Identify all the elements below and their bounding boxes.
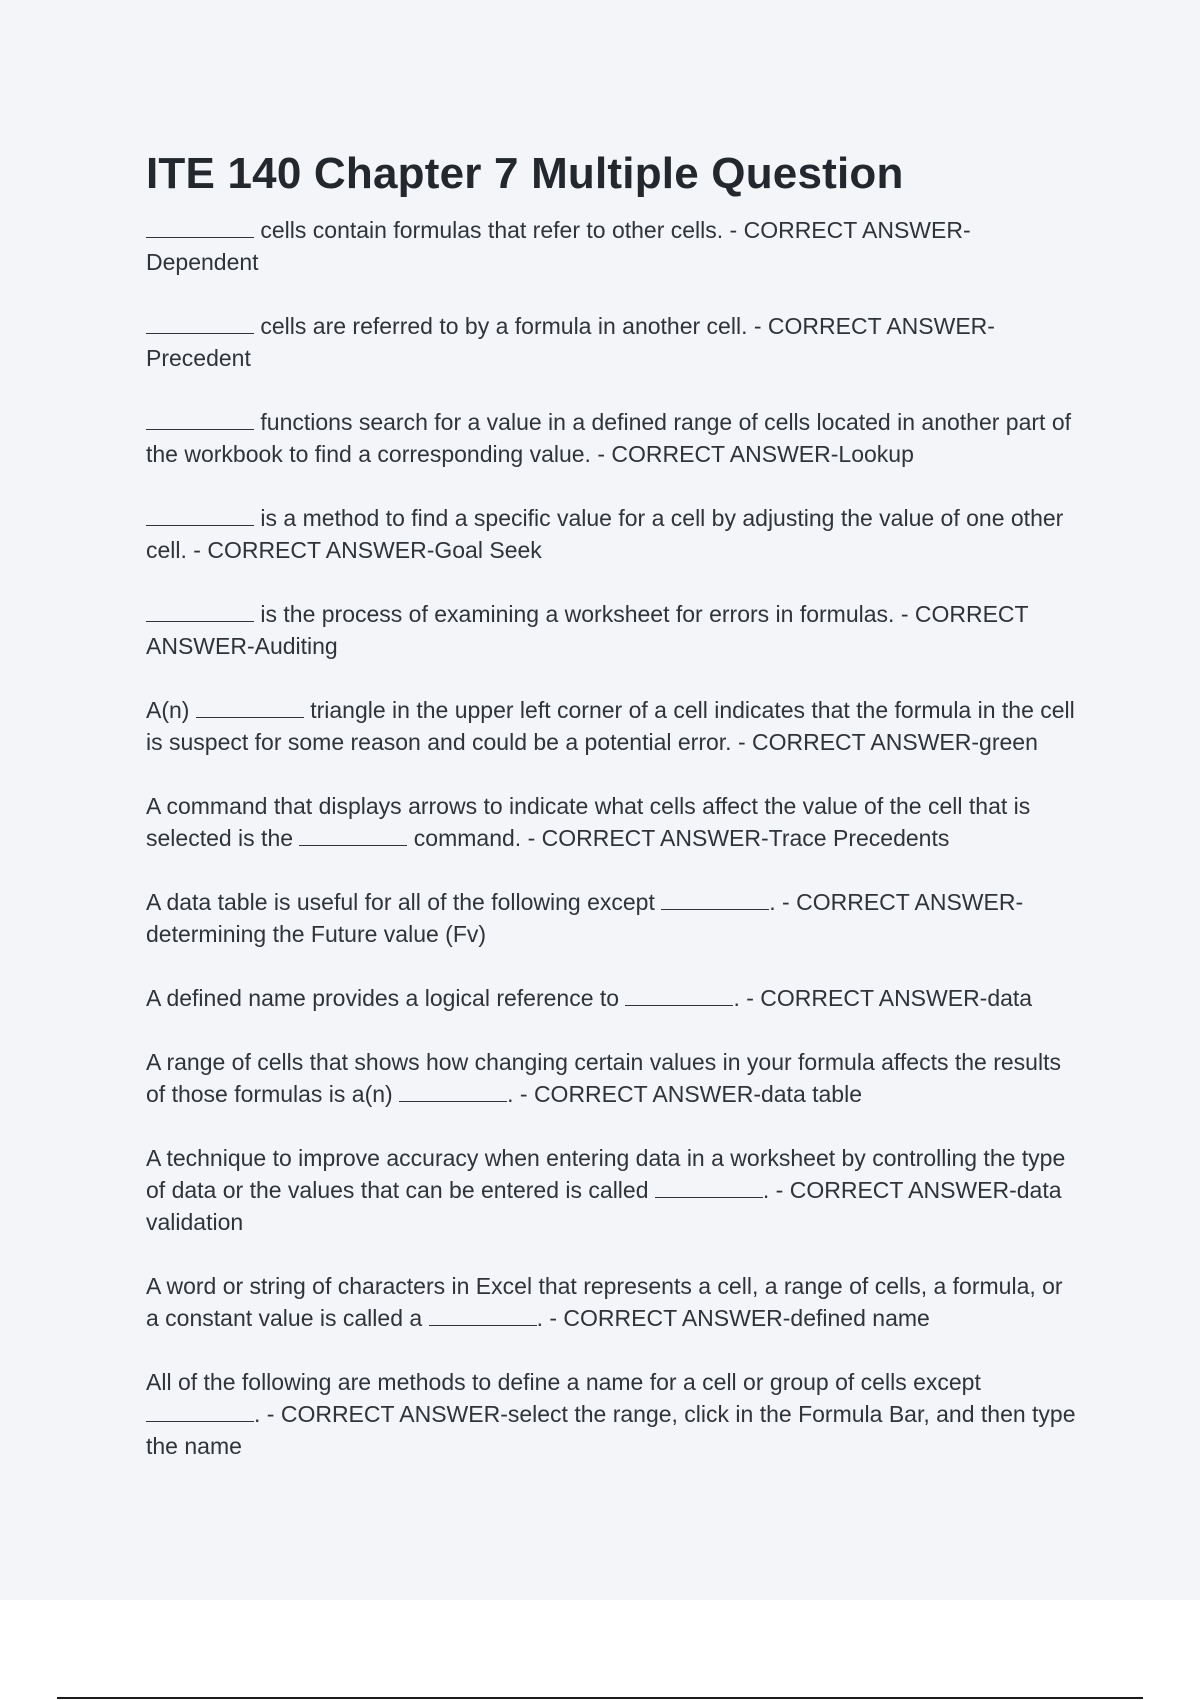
- question-text-before: A defined name provides a logical reference to: [146, 985, 626, 1011]
- answer-blank: [146, 503, 254, 526]
- answer-blank: [299, 823, 407, 846]
- question-text-before: A(n): [146, 697, 196, 723]
- qa-item: [146, 1270, 1076, 1334]
- qa-item: [146, 886, 1076, 950]
- answer-blank: [661, 887, 769, 910]
- qa-item: [146, 310, 1076, 374]
- qa-item: [146, 214, 1076, 278]
- question-text-after: cells are referred to by a formula in another cell. - CORRECT ANSWER-Precedent: [146, 313, 995, 371]
- answer-blank: [146, 1399, 254, 1422]
- answer-blank: [429, 1303, 537, 1326]
- document-title: ITE 140 Chapter 7 Multiple Question: [146, 149, 904, 198]
- page-bottom-margin: [0, 1600, 1200, 1700]
- question-text-after: functions search for a value in a defined range of cells located in another part of the workbook to find a corresponding value. - CORRECT ANSWER-Lookup: [146, 409, 1072, 467]
- answer-blank: [196, 695, 304, 718]
- question-text-before: A technique to improve accuracy when entering data in a worksheet by controlling the type of data or the values that can be entered is called: [146, 1145, 1066, 1203]
- qa-item: [146, 694, 1076, 758]
- qa-item: [146, 1046, 1076, 1110]
- question-text-before: All of the following are methods to define a name for a cell or group of cells except: [146, 1369, 981, 1395]
- question-text-after: . - CORRECT ANSWER-data validation: [146, 1177, 1062, 1235]
- question-text-before: A word or string of characters in Excel that represents a cell, a range of cells, a formula, or a constant value is called a: [146, 1273, 1063, 1331]
- question-text-after: . - CORRECT ANSWER-data table: [507, 1081, 863, 1107]
- question-text-after: . - CORRECT ANSWER-select the range, click in the Formula Bar, and then type the name: [146, 1401, 1076, 1459]
- answer-blank: [146, 215, 254, 238]
- answer-blank: [146, 407, 254, 430]
- question-text-after: cells contain formulas that refer to other cells. - CORRECT ANSWER-Dependent: [146, 217, 971, 275]
- question-text-after: triangle in the upper left corner of a cell indicates that the formula in the cell is suspect for some reason and could be a potential error. - CORRECT ANSWER-green: [146, 697, 1075, 755]
- question-text-after: is a method to find a specific value for a cell by adjusting the value of one other cell. - CORRECT ANSWER-Goal Seek: [146, 505, 1064, 563]
- qa-item: [146, 790, 1076, 854]
- qa-item: [146, 598, 1076, 662]
- qa-item: [146, 502, 1076, 566]
- qa-item: [146, 1366, 1076, 1462]
- footer-divider: [57, 1697, 1143, 1699]
- answer-blank: [625, 983, 733, 1006]
- question-text-after: . - CORRECT ANSWER-data: [733, 985, 1033, 1011]
- question-text-before: A command that displays arrows to indicate what cells affect the value of the cell that is selected is the: [146, 793, 1031, 851]
- question-text-before: A data table is useful for all of the following except: [146, 889, 662, 915]
- question-text-after: command. - CORRECT ANSWER-Trace Precedents: [407, 825, 950, 851]
- question-text-before: A range of cells that shows how changing certain values in your formula affects the results of those formulas is a(n): [146, 1049, 1061, 1107]
- answer-blank: [146, 311, 254, 334]
- qa-item: [146, 982, 1076, 1014]
- answer-blank: [146, 599, 254, 622]
- qa-item: [146, 1142, 1076, 1238]
- question-text-after: . - CORRECT ANSWER-determining the Future value (Fv): [146, 889, 1024, 947]
- answer-blank: [655, 1175, 763, 1198]
- question-text-after: . - CORRECT ANSWER-defined name: [536, 1305, 930, 1331]
- answer-blank: [399, 1079, 507, 1102]
- qa-item: [146, 406, 1076, 470]
- question-text-after: is the process of examining a worksheet for errors in formulas. - CORRECT ANSWER-Auditing: [146, 601, 1029, 659]
- document-content: [146, 148, 1076, 1494]
